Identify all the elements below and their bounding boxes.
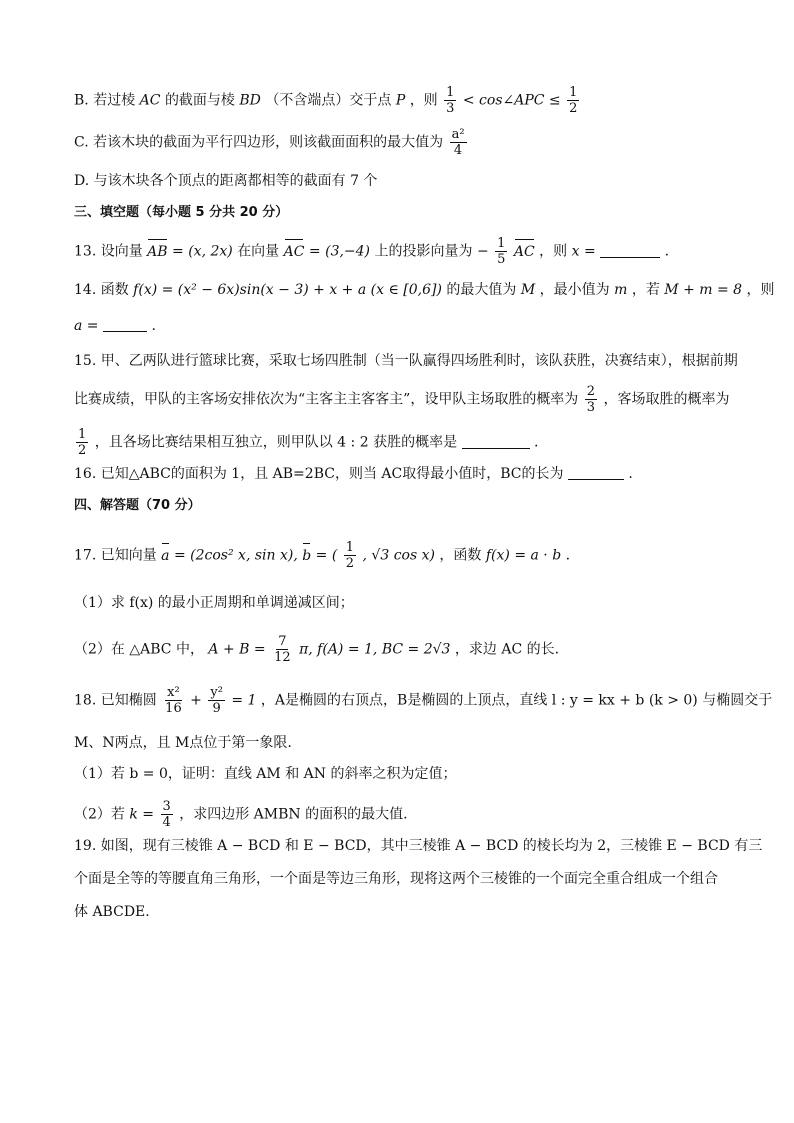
fraction	[161, 799, 173, 830]
text: .	[533, 434, 539, 451]
question-19-line2: 个面是全等的等腰直角三角形，一个面是等边三角形，现将这两个三棱锥的一个面完全重合组成一个组合	[74, 871, 718, 887]
text: ，最小值为	[539, 282, 610, 298]
question-18-line2: M、N两点，且 M点位于第一象限.	[74, 735, 292, 751]
text: 14. 函数	[74, 282, 129, 298]
frac-den: 4	[162, 815, 171, 830]
frac-den: 2	[569, 101, 578, 116]
question-18-part1: （1）若 b = 0，证明：直线 AM 和 AN 的斜率之积为定值；	[74, 766, 457, 782]
text: ，且各场比赛结果相互独立，则甲队以 4 : 2 获胜的概率是	[94, 434, 458, 451]
math-expr: = (	[315, 547, 338, 564]
frac-den: 3	[446, 101, 455, 116]
frac-num: 1	[78, 427, 87, 442]
math-expr: = (2cos² x, sin x),	[173, 547, 298, 564]
text: 的最大值为	[446, 282, 517, 298]
q12-option-c	[74, 127, 724, 158]
answer-blank	[462, 434, 530, 449]
math-var: a =	[74, 318, 99, 334]
question-15-line3	[74, 427, 724, 458]
fraction	[495, 236, 507, 267]
text: ，则	[409, 92, 438, 109]
text: .	[664, 243, 670, 260]
frac-num: 1	[497, 236, 506, 251]
q12-option-d: D. 与该木块各个顶点的距离都相等的截面有 7 个	[74, 173, 378, 189]
frac-den: 5	[497, 252, 506, 267]
question-14	[74, 280, 775, 300]
frac-num: a²	[451, 127, 465, 142]
frac-num: 7	[278, 634, 287, 649]
text: 在向量	[237, 243, 280, 260]
question-19-line3: 体 ABCDE.	[74, 904, 150, 920]
text: 18. 已知椭圆	[74, 692, 157, 709]
math-expr: f(x) = a · b	[485, 547, 562, 564]
vector-ab: AB	[147, 243, 168, 260]
text: ，客场取胜的概率为	[603, 391, 730, 408]
text: C. 若该木块的截面为平行四边形，则该截面面积的最大值为	[74, 134, 444, 151]
q12-option-b	[74, 85, 724, 116]
frac-den: 2	[78, 443, 87, 458]
frac-den: 4	[453, 143, 463, 158]
frac-num: 1	[345, 540, 355, 555]
math-ac: AC	[139, 92, 161, 109]
text: 16. 已知△ABC的面积为 1，且 AB=2BC，则当 AC取得最小值时，BC的长为	[74, 466, 564, 482]
frac-den: 16	[165, 701, 182, 716]
text: ，A是椭圆的右顶点，B是椭圆的上顶点，直线 l : y = kx + b (k > 0) 与椭圆交于	[260, 692, 773, 709]
frac-num: x²	[167, 685, 180, 700]
question-18-part2	[74, 799, 724, 830]
text: ，函数	[439, 547, 482, 564]
text: 比赛成绩，甲队的主客场安排依次为“主客主主客客主”，设甲队主场取胜的概率为	[74, 391, 579, 408]
text: （不含端点）交于点	[265, 92, 392, 109]
text: （2）在 △ABC 中，	[74, 641, 204, 658]
question-15-line1: 15. 甲、乙两队进行篮球比赛，采取七场四胜制（当一队赢得四场胜利时，该队获胜，决赛结束），根据前期	[74, 353, 738, 369]
frac-den: 2	[345, 556, 355, 571]
math-expr: M + m = 8	[664, 282, 743, 298]
question-19-line1: 19. 如图，现有三棱锥 A − BCD 和 E − BCD，其中三棱锥 A − BCD 的棱长均为 2，三棱锥 E − BCD 有三	[74, 838, 763, 854]
fraction	[450, 127, 467, 158]
math-p: P	[395, 92, 406, 109]
frac-den: 9	[212, 701, 221, 716]
question-17-part1: （1）求 f(x) 的最小正周期和单调递减区间；	[74, 595, 354, 611]
question-15-line2	[74, 384, 730, 415]
text: .	[565, 547, 571, 564]
answer-blank	[103, 317, 147, 332]
fraction	[567, 85, 579, 116]
text: .	[628, 466, 633, 482]
question-17	[74, 540, 724, 571]
vector-b: b	[302, 547, 312, 564]
question-18	[74, 685, 773, 716]
text: 13. 设向量	[74, 243, 143, 260]
plus-sign: +	[190, 692, 202, 709]
frac-num: 1	[446, 85, 455, 100]
fraction	[344, 540, 356, 571]
frac-den: 3	[586, 400, 596, 415]
answer-blank	[600, 243, 660, 258]
text: ，若	[631, 282, 660, 298]
question-16	[74, 464, 724, 484]
section-title-fill-blank: 三、填空题（每小题 5 分共 20 分）	[74, 205, 289, 220]
math-expr: k =	[129, 806, 155, 823]
frac-num: 2	[586, 384, 596, 399]
math-expr: < cos∠APC ≤	[462, 92, 561, 109]
text: ，则	[746, 282, 775, 298]
vector-ac: AC	[283, 243, 305, 260]
frac-num: y²	[210, 685, 223, 700]
vector-a: a	[161, 547, 170, 564]
frac-num: 3	[162, 799, 171, 814]
math-expr: = (x, 2x)	[172, 243, 233, 260]
question-17-part2	[74, 634, 724, 665]
math-expr: π, f(A) = 1, BC = 2√3	[299, 641, 451, 658]
math-var: x =	[571, 243, 596, 260]
fraction	[272, 634, 293, 665]
math-expr: = (3,−4)	[308, 243, 371, 260]
text: 上的投影向量为	[374, 243, 473, 260]
question-13	[74, 236, 724, 267]
question-14-line2	[74, 316, 724, 336]
math-var: m	[614, 282, 628, 298]
text: B. 若过棱	[74, 92, 136, 109]
frac-den: 12	[274, 650, 291, 665]
math-expr: f(x) = (x² − 6x)sin(x − 3) + x + a (x ∈ [0,6])	[133, 282, 442, 298]
math-bd: BD	[239, 92, 261, 109]
fraction	[585, 384, 597, 415]
section-title-solutions: 四、解答题（70 分）	[74, 498, 201, 513]
text: 17. 已知向量	[74, 547, 157, 564]
math-expr: = 1	[231, 692, 257, 709]
fraction	[208, 685, 225, 716]
fraction	[76, 427, 88, 458]
math-expr: , √3 cos x)	[362, 547, 435, 564]
text: （2）若	[74, 806, 125, 823]
text: ，求四边形 AMBN 的面积的最大值.	[179, 806, 408, 823]
text: .	[151, 318, 156, 334]
math-var: M	[520, 282, 536, 298]
minus-sign: −	[476, 243, 489, 260]
text: ，则	[539, 243, 568, 260]
text: 的截面与棱	[164, 92, 235, 109]
fraction	[444, 85, 456, 116]
fraction	[163, 685, 184, 716]
text: ，求边 AC 的长.	[454, 641, 560, 658]
math-expr: A + B =	[208, 641, 266, 658]
frac-num: 1	[569, 85, 578, 100]
vector-ac: AC	[513, 243, 535, 260]
answer-blank	[568, 465, 624, 480]
